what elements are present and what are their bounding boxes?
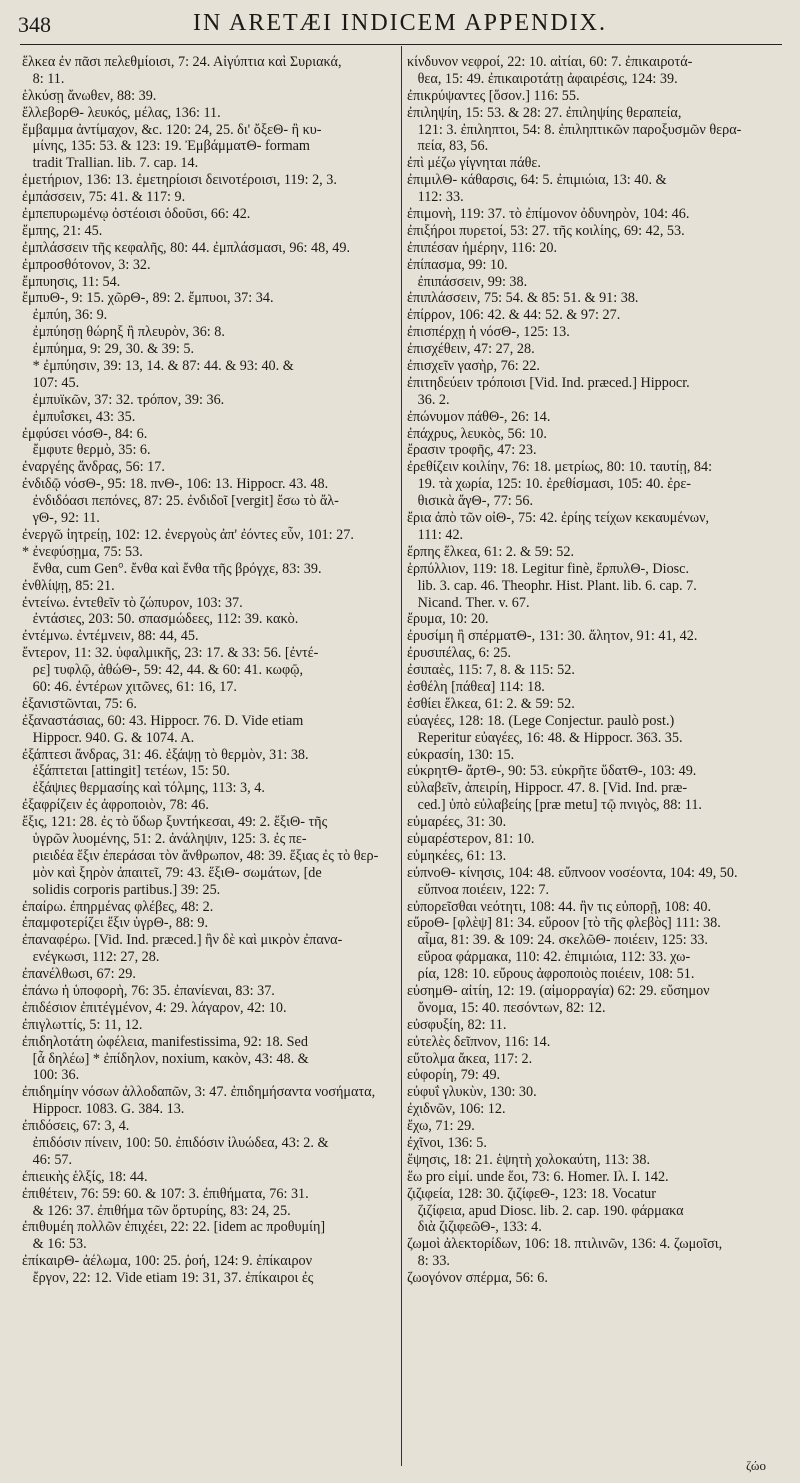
- index-line: ἐντάσιες, 203: 50. σπασμώδεες, 112: 39. κακὸ.: [22, 611, 299, 628]
- index-line: ἔντερον, 11: 32. ὑφαλμικῆς, 23: 17. & 33: 56. [ἐντέ-: [22, 645, 319, 662]
- index-line: ἔμπυΘ-, 9: 15. χῶρΘ-, 89: 2. ἔμπυοι, 37: 34.: [22, 290, 274, 307]
- index-line: [ἆ δηλέω] * ἐπίδηλον, noxium, κακὸν, 43: 48. &: [22, 1050, 309, 1067]
- index-line: εὐσημΘ- αἰτίη, 12: 19. (αἱμορραγία) 62: 29. εὔσημον: [407, 982, 710, 999]
- index-line: ἐμπλάσσειν τῆς κεφαλῆς, 80: 44. ἐμπλάσμασι, 96: 48, 49.: [22, 239, 351, 256]
- index-line: εὐτελὲς δεῖπνον, 116: 14.: [407, 1033, 551, 1050]
- index-line: Nicand. Ther. v. 67.: [407, 594, 530, 611]
- index-line: * ἐνεφύσῃμα, 75: 53.: [22, 543, 143, 560]
- index-line: 107: 45.: [22, 374, 80, 391]
- header-rule: [20, 44, 782, 45]
- index-line: ἐξαναστάσιας, 60: 43. Hippocr. 76. D. Vide etiam: [22, 712, 304, 729]
- index-line: ἕρπης ἕλκεα, 61: 2. & 59: 52.: [407, 543, 574, 560]
- index-line: εὐκρασίη, 130: 15.: [407, 746, 515, 763]
- index-line: ἐπιεικὴς ἑλξίς, 18: 44.: [22, 1168, 148, 1185]
- index-line: ἐνθλίψῃ, 85: 21.: [22, 577, 115, 594]
- running-title: IN ARETÆI INDICEM APPENDIX.: [193, 10, 607, 36]
- index-line: εὔροΘ- [φλὲψ] 81: 34. εὔροον [τὸ τῆς φλεβὸς] 111: 38.: [407, 915, 721, 932]
- index-line: ἐσιπαὲς, 115: 7, 8. & 115: 52.: [407, 662, 575, 679]
- index-line: 112: 33.: [407, 189, 464, 206]
- index-line: ἑλκύσῃ ἄνωθεν, 88: 39.: [22, 87, 157, 104]
- index-line: εὐλαβεῖν, ἀπειρίη, Hippocr. 47. 8. [Vid. Ind. præ-: [407, 780, 688, 797]
- index-line: ἐμπεπυρωμένῳ ὀστέοισι ὁδοῦσι, 66: 42.: [22, 206, 251, 223]
- page-number: 348: [18, 12, 51, 37]
- index-line: ἐπικρύψαντες [ὅσον.] 116: 55.: [407, 87, 580, 104]
- index-line: 111: 42.: [407, 526, 464, 543]
- index-line: ἐπιγλωττίς, 5: 11, 12.: [22, 1016, 143, 1033]
- index-line: ἐπιπλάσσειν, 75: 54. & 85: 51. & 91: 38.: [407, 290, 639, 307]
- index-line: ἐπὶ μέζω γίγνηται πάθε.: [407, 155, 541, 172]
- index-line: ἐμπύη, 36: 9.: [22, 307, 108, 324]
- index-line: ἔρυμα, 10: 20.: [407, 611, 489, 628]
- index-line: ἐπίρρον, 106: 42. & 44: 52. & 97: 27.: [407, 307, 621, 324]
- index-line: ἐρυσιπέλας, 6: 25.: [407, 645, 511, 662]
- index-line: solidis corporis partibus.] 39: 25.: [22, 881, 221, 898]
- index-line: ἔλλεβορΘ- λευκός, μέλας, 136: 11.: [22, 104, 221, 121]
- index-line: ἔνθα, cum Gen°. ἔνθα καὶ ἔνθα τῆς βρόγχε, 83: 39.: [22, 560, 322, 577]
- index-line: ἐμπάσσειν, 75: 41. & 117: 9.: [22, 189, 186, 206]
- index-line: 46: 57.: [22, 1151, 73, 1168]
- index-line: ἐμπροσθότονον, 3: 32.: [22, 256, 151, 273]
- index-line: ἐπιδόσεις, 67: 3, 4.: [22, 1118, 130, 1135]
- index-line: εὔπνοα ποιέειν, 122: 7.: [407, 881, 549, 898]
- index-line: ἐπαίρω. ἐπηρμένας φλέβες, 48: 2.: [22, 898, 214, 915]
- index-line: ἐπιδέσιον ἐπιτέγμένον, 4: 29. λάγαρον, 42: 10.: [22, 999, 287, 1016]
- index-column-right: [407, 54, 787, 1287]
- index-line: θισικὰ ἄγΘ-, 77: 56.: [407, 493, 534, 510]
- index-line: κίνδυνον νεφροί, 22: 10. αἰτίαι, 60: 7. ἐπικαιροτά-: [407, 54, 693, 70]
- index-line: ἐξάπτεσι ἄνδρας, 31: 46. ἐξάψῃ τὸ θερμὸν, 31: 38.: [22, 746, 309, 763]
- index-column-left: [22, 54, 398, 1287]
- index-line: ἐπάχρυς, λευκὸς, 56: 10.: [407, 425, 547, 442]
- index-line: εὐκρητΘ- ἄρτΘ-, 90: 53. εὐκρῆτε ὕδατΘ-, 103: 49.: [407, 763, 697, 780]
- index-line: εὐφυΐ γλυκὺν, 130: 30.: [407, 1084, 537, 1101]
- index-line: ἐμπύημα, 9: 29, 30. & 39: 5.: [22, 341, 194, 358]
- index-line: εὐμαρέστερον, 81: 10.: [407, 830, 535, 847]
- index-line: ἔμβαμμα ἀντίμαχον, &c. 120: 24, 25. δι' ὄξεΘ- ἢ κυ-: [22, 121, 322, 138]
- index-line: μίνης, 135: 53. & 123: 19. ἘμβάμματΘ- formam: [22, 138, 310, 155]
- index-line: ζωογόνον σπέρμα, 56: 6.: [407, 1270, 548, 1287]
- index-line: ἐξάψιες θερμασίης καὶ τόλμης, 113: 3, 4.: [22, 780, 265, 797]
- index-line: μὸν καὶ ξηρὸν ἀπαιτεῖ, 79: 43. ἕξιΘ- σωμάτων, [de: [22, 864, 322, 881]
- index-line: ἐπανέλθωσι, 67: 29.: [22, 966, 136, 983]
- index-line: ἔμφυτε θερμὸ, 35: 6.: [22, 442, 151, 459]
- index-line: ἐπιληψίη, 15: 53. & 28: 27. ἐπιληψίης θεραπεία,: [407, 104, 682, 121]
- index-line: γΘ-, 92: 11.: [22, 510, 100, 527]
- index-line: αἷμα, 81: 39. & 109: 24. σκελῶΘ- ποιέειν, 125: 33.: [407, 932, 708, 949]
- catchword: ζώο: [746, 1458, 766, 1473]
- index-line: ἐπισπέρχῃ ἡ νόσΘ-, 125: 13.: [407, 324, 570, 341]
- index-line: ἔχω, 71: 29.: [407, 1118, 475, 1135]
- index-line: & 16: 53.: [22, 1236, 87, 1253]
- index-line: ἐσθίει ἕλκεα, 61: 2. & 59: 52.: [407, 695, 575, 712]
- index-line: ἐρυσίμη ἢ σπέρματΘ-, 131: 30. ἄλητον, 91: 41, 42.: [407, 628, 698, 645]
- index-line: ἐξάπτεται [attingit] τετέων, 15: 50.: [22, 763, 230, 780]
- index-line: ενέγκωσι, 112: 27, 28.: [22, 949, 160, 966]
- index-line: & 126: 37. ἐπιθήμα τῶν ὄρτυρίης, 83: 24, 25.: [22, 1202, 291, 1219]
- index-line: ἔξις, 121: 28. ἐς τὸ ὕδωρ ξυντήκεσαι, 49: 2. ἕξιΘ- τῆς: [22, 814, 328, 831]
- index-line: ἐπιθέτειν, 76: 59: 60. & 107: 3. ἐπιθήματα, 76: 31.: [22, 1185, 309, 1202]
- index-line: 121: 3. ἐπιληπτοι, 54: 8. ἐπιληπτικῶν παροξυσμῶν θερα-: [407, 121, 742, 138]
- index-line: εὐμαρέες, 31: 30.: [407, 814, 507, 831]
- index-line: ἔρασιν τροφῆς, 47: 23.: [407, 442, 537, 459]
- index-line: ἐνεργῶ ἰητρείῃ, 102: 12. ἐνεργοὺς ἀπ' ἐόντες εὖν, 101: 27.: [22, 526, 354, 543]
- index-line: εὐαγέες, 128: 18. (Lege Conjectur. paulò post.): [407, 712, 675, 729]
- page-header: [0, 0, 800, 44]
- index-line: ἑρπύλλιον, 119: 18. Legitur finè, ἕρπυλΘ-, Diosc.: [407, 560, 690, 577]
- index-line: ἐπιδηλοτάτη ὠφέλεια, manifestissima, 92: 18. Sed: [22, 1033, 308, 1050]
- index-line: ἕψησις, 18: 21. ἑψητὴ χολοκαύτη, 113: 38.: [407, 1151, 651, 1168]
- index-line: Reperitur εὐαγέες, 16: 48. & Hippocr. 363. 35.: [407, 729, 683, 746]
- index-line: 8: 11.: [22, 70, 65, 87]
- index-line: ἐπιμονὴ, 119: 37. τὸ ἐπίμονον ὀδυνηρὸν, 104: 46.: [407, 206, 690, 223]
- index-line: ἐντείνω. ἐντεθεῖν τὸ ζώπυρον, 103: 37.: [22, 594, 243, 611]
- column-divider: [401, 46, 402, 1466]
- index-line: ἐπιπάσσειν, 99: 38.: [407, 273, 528, 290]
- index-line: ἐπιθυμέη πολλῶν ἐπιχέει, 22: 22. [idem ac προθυμίη]: [22, 1219, 326, 1236]
- index-line: * ἐμπύησιν, 39: 13, 14. & 87: 44. & 93: 40. &: [22, 358, 294, 375]
- index-line: ρε] τυφλῷ, ἀθώΘ-, 59: 42, 44. & 60: 41. κωφῷ,: [22, 662, 304, 679]
- index-line: ἐρεθίζειν κοιλίην, 76: 18. μετρίως, 80: 10. ταυτίῃ, 84:: [407, 459, 713, 476]
- index-line: εὔροα φάρμακα, 110: 42. ἐπιμιώια, 112: 33. χω-: [407, 949, 691, 966]
- index-line: ἐπιμιλΘ- κάθαρσις, 64: 5. ἐπιμιώια, 13: 40. &: [407, 172, 667, 189]
- index-line: ἐμπυϊκῶν, 37: 32. τρόπον, 39: 36.: [22, 391, 225, 408]
- index-line: ἐξανιστῶνται, 75: 6.: [22, 695, 137, 712]
- index-line: διὰ ζιζιφεῶΘ-, 133: 4.: [407, 1219, 542, 1236]
- index-line: ἐπαναφέρω. [Vid. Ind. præced.] ἢν δὲ καὶ μικρὸν ἐπανα-: [22, 932, 343, 949]
- index-line: ἐχιδνῶν, 106: 12.: [407, 1101, 506, 1118]
- index-line: ἐπιτηδεύειν τρόποισι [Vid. Ind. præced.] Hippocr.: [407, 374, 690, 391]
- index-line: 100: 36.: [22, 1067, 80, 1084]
- index-line: ἐπιδόσιν πίνειν, 100: 50. ἐπιδόσιν ἰλυώδεα, 43: 2. &: [22, 1135, 329, 1151]
- index-line: 19. τὰ χωρία, 125: 10. ἐρεθίσμασι, 105: 40. ἐρε-: [407, 476, 692, 493]
- index-line: ἐπιδημίην νόσων ἀλλοδαπῶν, 3: 47. ἐπιδημήσαντα νοσήματα,: [22, 1084, 376, 1101]
- index-line: εὐσφυξίη, 82: 11.: [407, 1016, 507, 1033]
- index-line: ἔργον, 22: 12. Vide etiam 19: 31, 37. ἐπίκαιροι ἐς: [22, 1270, 314, 1287]
- index-line: εὐφορίη, 79: 49.: [407, 1067, 501, 1084]
- index-line: ἐντέμνω. ἐντέμνειν, 88: 44, 45.: [22, 628, 199, 645]
- index-line: ρία, 128: 10. εὔρους ἀφροποιὸς ποιέειν, 108: 51.: [407, 966, 695, 983]
- index-line: ὄνομα, 15: 40. πεσόντων, 82: 12.: [407, 999, 606, 1016]
- index-line: ἐνδιδῷ νόσΘ-, 95: 18. πνΘ-, 106: 13. Hippocr. 43. 48.: [22, 476, 329, 493]
- index-line: εὐπορεῖσθαι νεότητι, 108: 44. ἢν τις εὐπορῇ, 108: 40.: [407, 898, 711, 915]
- index-line: ὑγρῶν λυομένης, 51: 2. ἀνάληψιν, 125: 3. ἐς πε-: [22, 830, 307, 847]
- index-line: ἐπιπέσαν ἡμέρην, 116: 20.: [407, 239, 558, 256]
- index-line: ced.] ὑπὸ εὐλαβείης [præ metu] τῷ πνιγὸς, 88: 11.: [407, 797, 702, 814]
- index-line: ἔρια ἀπὸ τῶν οἰΘ-, 75: 42. ἐρίης τείχων κεκαυμένων,: [407, 510, 710, 527]
- index-line: ἐμφύσει νόσΘ-, 84: 6.: [22, 425, 148, 442]
- index-line: ἐπισχεῖν γασὴρ, 76: 22.: [407, 358, 540, 375]
- index-line: ζιζιφεία, 128: 30. ζιζίφεΘ-, 123: 18. Vocatur: [407, 1185, 656, 1202]
- index-line: ἐπίπασμα, 99: 10.: [407, 256, 508, 273]
- index-line: ἐνδιδόασι πεπόνες, 87: 25. ἐνδιδοῖ [vergit] ἔσω τὸ ἄλ-: [22, 493, 339, 510]
- index-line: 36. 2.: [407, 391, 450, 408]
- index-line: ζωμοὶ ἀλεκτορίδων, 106: 18. πτιλινῶν, 136: 4. ζωμοῖσι,: [407, 1236, 723, 1253]
- index-line: ἕλκεα ἐν πᾶσι πελεθμίοισι, 7: 24. Αἰγύπτια καὶ Συριακά,: [22, 54, 342, 70]
- index-line: ἐξαφρίζειν ἐς ἀφροποιὸν, 78: 46.: [22, 797, 209, 814]
- index-line: θεα, 15: 49. ἐπικαιροτάτῃ ἀφαιρέσις, 124: 39.: [407, 70, 678, 87]
- index-line: ἐσθέλη [πάθεα] 114: 18.: [407, 678, 545, 695]
- index-line: εὔτολμα ἄκεα, 117: 2.: [407, 1050, 533, 1067]
- index-line: ἐπάνω ἡ ὑποφορὴ, 76: 35. ἐπανίεναι, 83: 37.: [22, 982, 275, 999]
- index-line: lib. 3. cap. 46. Theophr. Hist. Plant. lib. 6. cap. 7.: [407, 577, 697, 594]
- index-line: ἐμετήριον, 136: 13. ἐμετηρίοισι δεινοτέροισι, 119: 2, 3.: [22, 172, 337, 189]
- index-line: ἐμπυΐσκει, 43: 35.: [22, 408, 136, 425]
- index-line: εὐμηκέες, 61: 13.: [407, 847, 507, 864]
- index-line: εὐπνοΘ- κίνησις, 104: 48. εὔπνοον νοσέοντα, 104: 49, 50.: [407, 864, 738, 881]
- index-line: ἐπισχέθειν, 47: 27, 28.: [407, 341, 535, 358]
- index-line: ἔμπυησις, 11: 54.: [22, 273, 121, 290]
- index-line: ἐπιξήροι πυρετοί, 53: 27. τῆς κοιλίης, 69: 42, 53.: [407, 222, 685, 239]
- index-line: Hippocr. 940. G. & 1074. A.: [22, 729, 195, 746]
- index-line: ἐχῖνοι, 136: 5.: [407, 1135, 487, 1151]
- index-line: ἐπίκαιρΘ- ἀέλωμα, 100: 25. ῥοή, 124: 9. ἐπίκαιρον: [22, 1253, 313, 1270]
- index-line: tradit Trallian. lib. 7. cap. 14.: [22, 155, 199, 172]
- index-line: ἐμπύησῃ θώρηξ ἢ πλευρὸν, 36: 8.: [22, 324, 225, 341]
- index-line: ἔμπης, 21: 45.: [22, 222, 103, 239]
- index-line: ἕω pro εἰμί. unde ἕοι, 73: 6. Homer. Ιλ. Ι. 142.: [407, 1168, 669, 1185]
- index-line: 8: 33.: [407, 1253, 450, 1270]
- index-line: ζιζίφεια, apud Diosc. lib. 2. cap. 190. φάρμακα: [407, 1202, 684, 1219]
- index-line: ἐπώνυμον πάθΘ-, 26: 14.: [407, 408, 551, 425]
- index-line: ριειδέα ἕξιν ἐπεράσαι τὸν ἄνθρωπον, 48: 39. ἕξιας ἐς τὸ θερ-: [22, 847, 379, 864]
- index-line: πεία, 83, 56.: [407, 138, 489, 155]
- index-line: 60: 46. ἐντέρων χιτῶνες, 61: 16, 17.: [22, 678, 237, 695]
- index-line: ἐπαμφοτερίζει ἕξιν ὑγρΘ-, 88: 9.: [22, 915, 209, 932]
- index-line: ἐναργέης ἄνδρας, 56: 17.: [22, 459, 165, 476]
- index-line: Hippocr. 1083. G. 384. 13.: [22, 1101, 185, 1118]
